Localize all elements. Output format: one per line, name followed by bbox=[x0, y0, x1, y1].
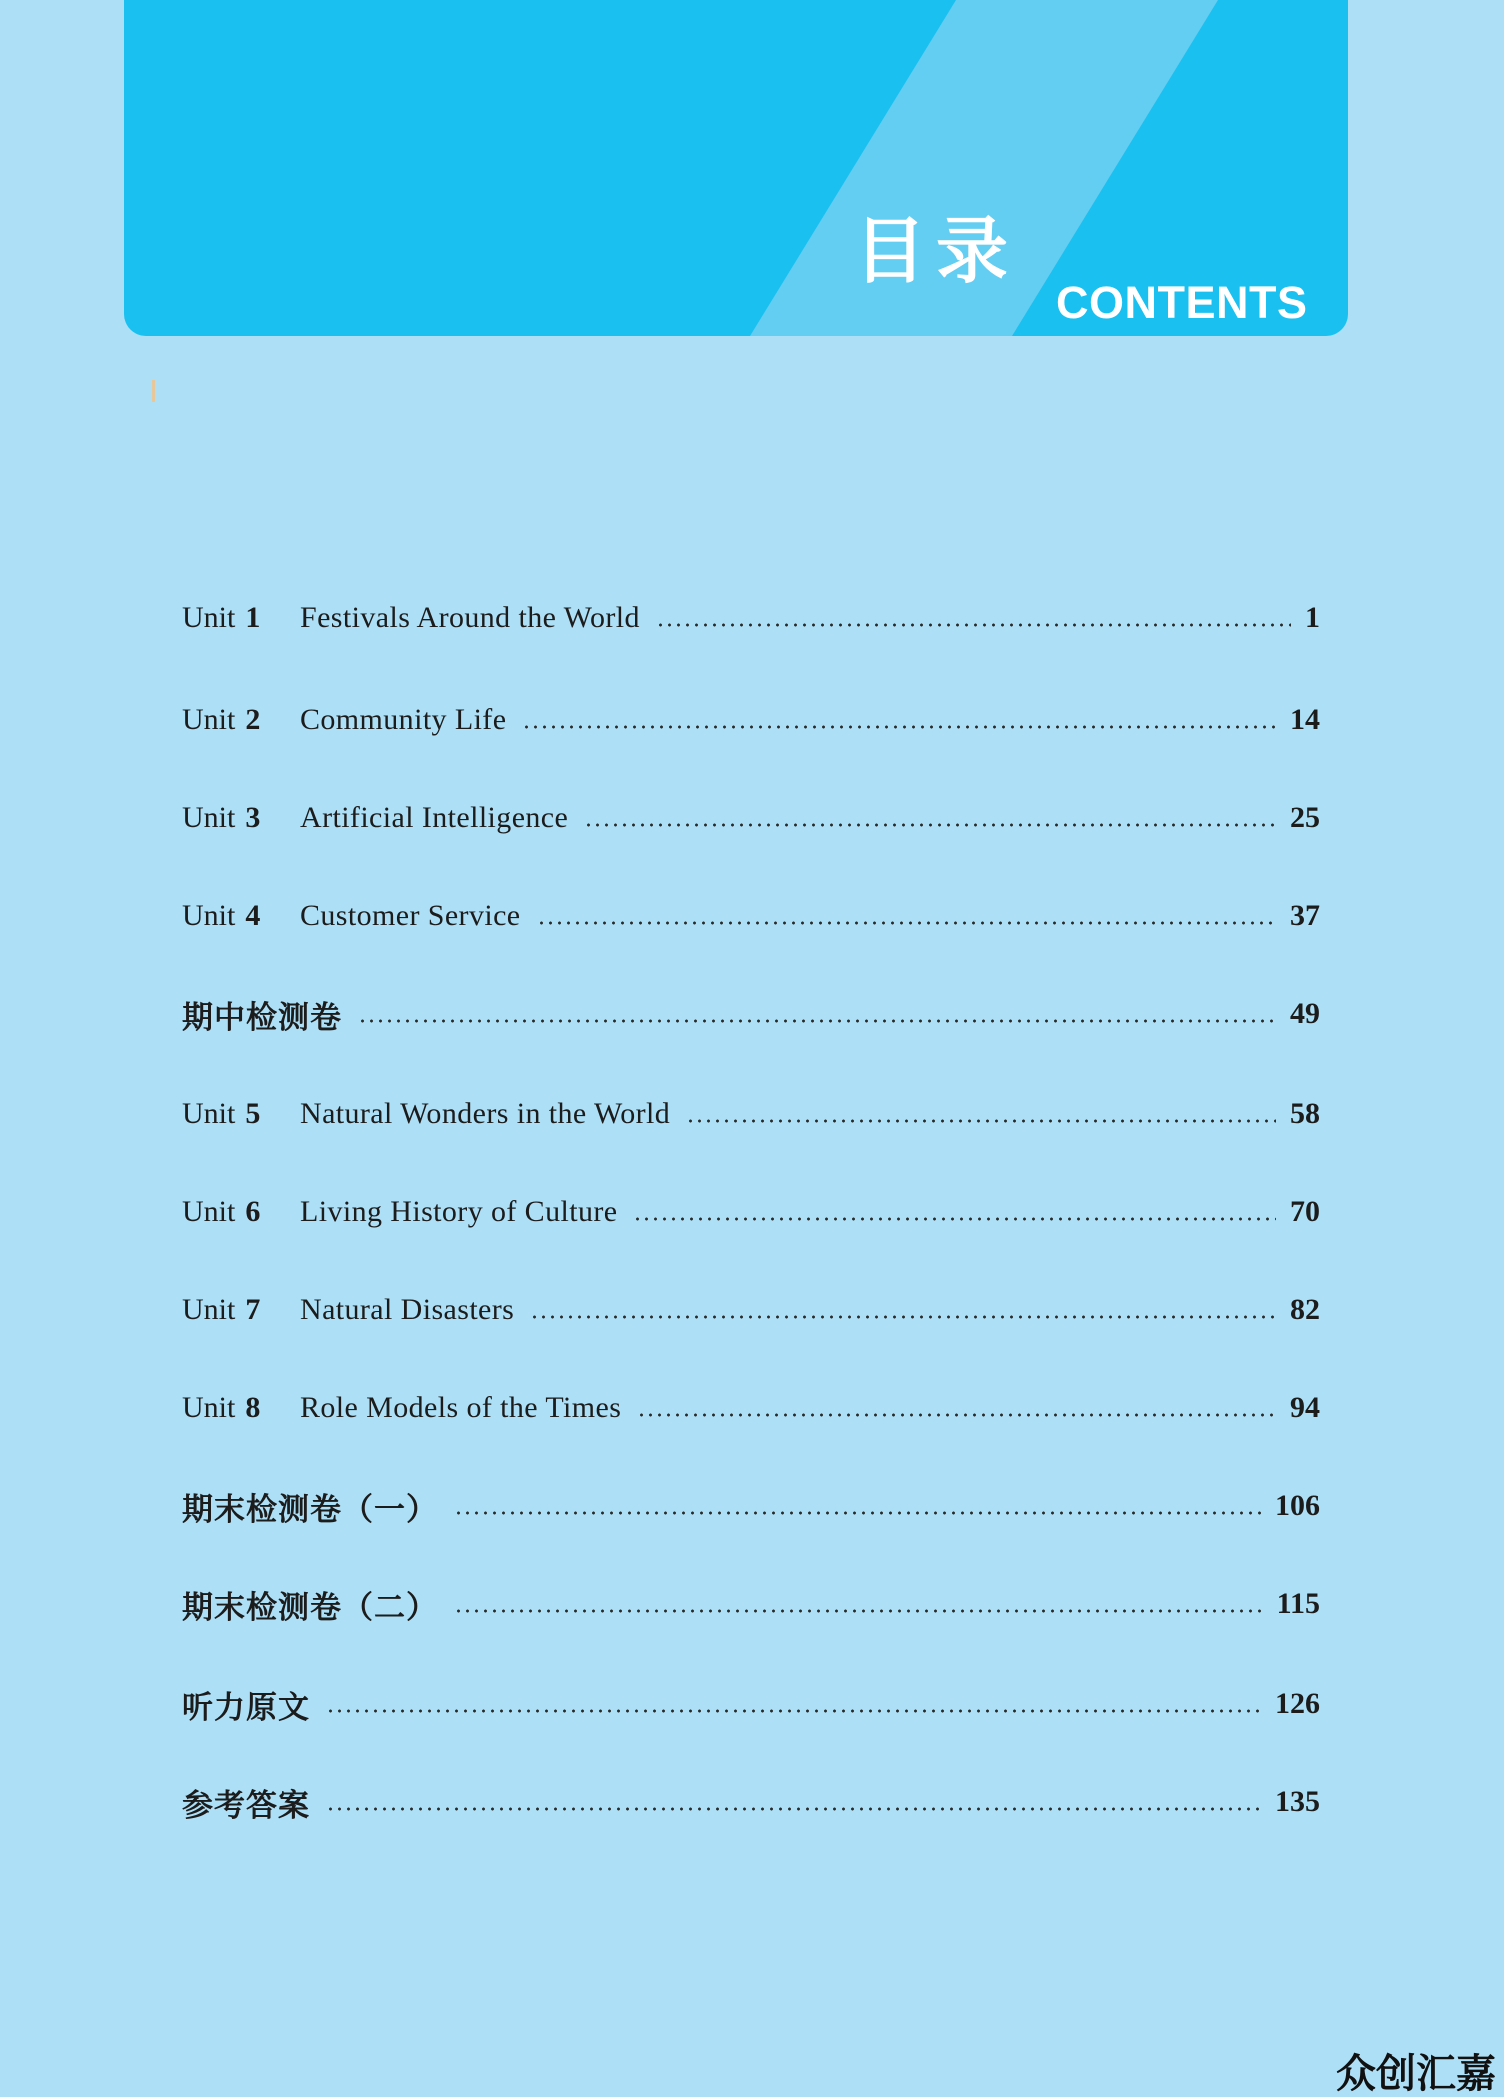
toc-page-number: 1 bbox=[1305, 601, 1320, 634]
toc-page-number: 70 bbox=[1290, 1195, 1320, 1228]
page-marker bbox=[152, 380, 155, 402]
toc-unit-label: Unit bbox=[182, 703, 236, 736]
toc-page-number: 135 bbox=[1275, 1785, 1320, 1818]
toc-unit-label: Unit bbox=[182, 1097, 236, 1130]
toc-page-number: 126 bbox=[1275, 1687, 1320, 1720]
toc-page-number: 14 bbox=[1290, 703, 1320, 736]
toc-entry[interactable] bbox=[182, 588, 1320, 648]
toc-entry[interactable] bbox=[182, 1084, 1320, 1144]
toc-dot-leader bbox=[584, 803, 1276, 833]
toc-entry-title: 期末检测卷（二） bbox=[182, 1589, 438, 1626]
toc-entry[interactable] bbox=[182, 984, 1320, 1044]
toc-dot-leader bbox=[454, 1491, 1261, 1521]
toc-entry-title: Living History of Culture bbox=[300, 1195, 618, 1228]
toc-dot-leader bbox=[454, 1589, 1263, 1619]
contents-header-band bbox=[124, 0, 1348, 336]
toc-unit-number: 7 bbox=[245, 1293, 261, 1326]
toc-dot-leader bbox=[637, 1393, 1276, 1423]
toc-entry[interactable] bbox=[182, 1182, 1320, 1242]
toc-dot-leader bbox=[326, 1689, 1261, 1719]
toc-entry-title: Artificial Intelligence bbox=[300, 801, 569, 834]
toc-dot-leader bbox=[326, 1787, 1261, 1817]
toc-entry-title: Festivals Around the World bbox=[300, 601, 640, 634]
contents-title-english: CONTENTS bbox=[1056, 277, 1308, 328]
toc-unit-label: Unit bbox=[182, 801, 236, 834]
toc-entry-title: Customer Service bbox=[300, 899, 521, 932]
toc-page-number: 106 bbox=[1275, 1489, 1320, 1522]
toc-unit-label-group bbox=[182, 1097, 300, 1131]
toc-unit-label: Unit bbox=[182, 1293, 236, 1326]
toc-entry-title: Natural Disasters bbox=[300, 1293, 515, 1326]
toc-entry[interactable] bbox=[182, 788, 1320, 848]
toc-page-number: 115 bbox=[1276, 1587, 1320, 1620]
toc-entry[interactable] bbox=[182, 1378, 1320, 1438]
toc-entry-title: Natural Wonders in the World bbox=[300, 1097, 671, 1130]
toc-dot-leader bbox=[686, 1099, 1276, 1129]
toc-unit-number: 4 bbox=[245, 899, 261, 932]
toc-unit-label-group bbox=[182, 1195, 300, 1229]
toc-entry[interactable] bbox=[182, 1476, 1320, 1536]
toc-unit-label: Unit bbox=[182, 601, 236, 634]
toc-unit-number: 5 bbox=[245, 1097, 261, 1130]
toc-entry[interactable] bbox=[182, 690, 1320, 750]
contents-title-chinese: 目录 bbox=[854, 209, 1019, 293]
toc-page-number: 82 bbox=[1290, 1293, 1320, 1326]
toc-page-number: 49 bbox=[1290, 997, 1320, 1030]
toc-entry-title: 参考答案 bbox=[182, 1787, 310, 1824]
toc-unit-label-group bbox=[182, 899, 300, 933]
toc-unit-number: 3 bbox=[245, 801, 261, 834]
toc-dot-leader bbox=[633, 1197, 1276, 1227]
toc-page-number: 37 bbox=[1290, 899, 1320, 932]
publisher-watermark: 众创汇嘉 bbox=[1336, 2051, 1496, 2097]
toc-unit-label-group bbox=[182, 801, 300, 835]
toc-unit-number: 6 bbox=[245, 1195, 261, 1228]
toc-entry-title: Community Life bbox=[300, 703, 507, 736]
toc-unit-number: 8 bbox=[245, 1391, 261, 1424]
toc-entry[interactable] bbox=[182, 1280, 1320, 1340]
toc-unit-label-group bbox=[182, 1293, 300, 1327]
toc-dot-leader bbox=[537, 901, 1276, 931]
toc-unit-label: Unit bbox=[182, 1391, 236, 1424]
toc-unit-label: Unit bbox=[182, 899, 236, 932]
toc-page-number: 25 bbox=[1290, 801, 1320, 834]
toc-dot-leader bbox=[522, 705, 1276, 735]
toc-unit-label-group bbox=[182, 703, 300, 737]
toc-dot-leader bbox=[358, 999, 1276, 1029]
toc-dot-leader bbox=[530, 1295, 1276, 1325]
toc-entry[interactable] bbox=[182, 1772, 1320, 1832]
toc-dot-leader bbox=[656, 603, 1291, 633]
toc-unit-label-group bbox=[182, 601, 300, 635]
toc-unit-number: 1 bbox=[245, 601, 261, 634]
toc-entry-title: Role Models of the Times bbox=[300, 1391, 622, 1424]
toc-entry[interactable] bbox=[182, 886, 1320, 946]
toc-entry[interactable] bbox=[182, 1674, 1320, 1734]
toc-entry[interactable] bbox=[182, 1574, 1320, 1634]
toc-entry-title: 期末检测卷（一） bbox=[182, 1491, 438, 1528]
toc-unit-number: 2 bbox=[245, 703, 261, 736]
toc-unit-label: Unit bbox=[182, 1195, 236, 1228]
toc-page-number: 58 bbox=[1290, 1097, 1320, 1130]
toc-page-number: 94 bbox=[1290, 1391, 1320, 1424]
toc-unit-label-group bbox=[182, 1391, 300, 1425]
toc-entry-title: 期中检测卷 bbox=[182, 999, 342, 1036]
toc-entry-title: 听力原文 bbox=[182, 1689, 310, 1726]
